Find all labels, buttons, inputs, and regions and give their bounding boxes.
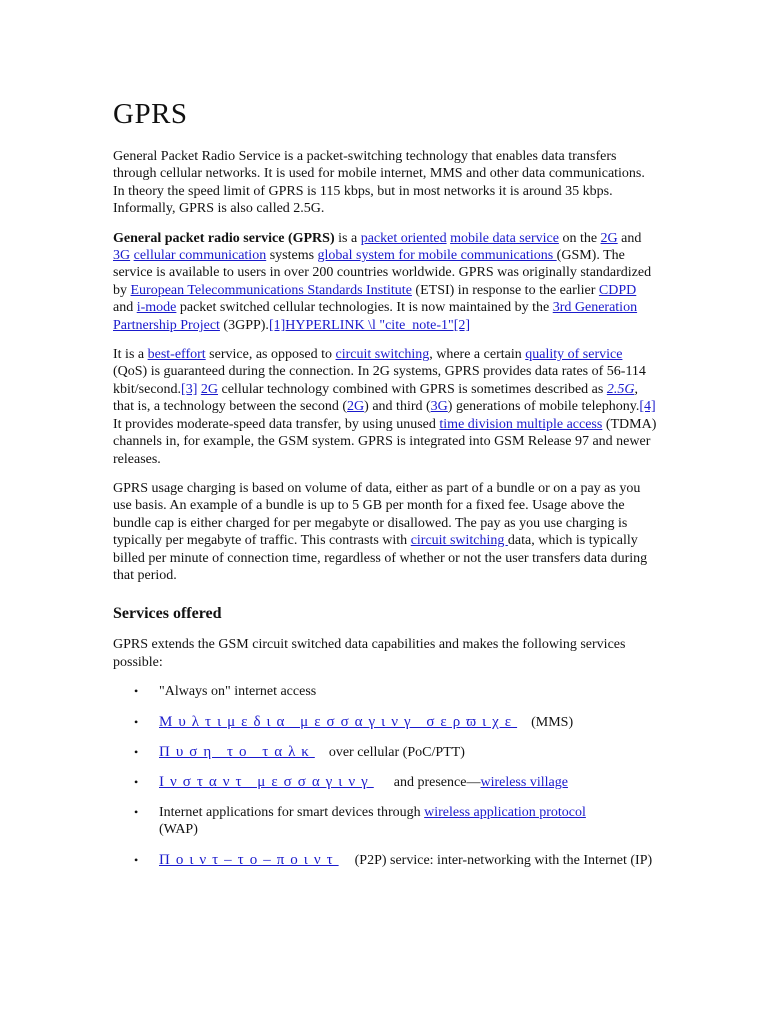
link-2g[interactable]: 2G — [347, 399, 365, 415]
text-span: cellular technology combined with GPRS is sometimes described as — [218, 381, 607, 397]
text-span: (TDMA) channels in, for example, the GSM system. GPRS is integrated into GSM Release 97 and newer releases. — [113, 416, 657, 467]
link-push-to-talk[interactable]: Πυση το ταλκ — [159, 744, 315, 761]
text-span: and — [617, 230, 642, 246]
list-item — [113, 804, 658, 838]
list-item — [113, 714, 658, 731]
link-2g[interactable]: 2G — [200, 381, 218, 397]
service-text: Internet applications for smart devices through — [159, 805, 425, 821]
link-citation-4[interactable]: [4] — [639, 399, 656, 415]
text-span: It provides moderate-speed data transfer, by using unused — [113, 416, 440, 432]
charging-paragraph — [113, 480, 658, 584]
text-span: It is a — [113, 347, 148, 363]
service-text: "Always on" internet access — [159, 684, 317, 700]
text-span: , that is, a technology between the second ( — [113, 381, 638, 415]
text-span: data, which is typically billed per minute of connection time, regardless of whether or not the user transfers data during that period. — [113, 533, 648, 583]
link-3gpp[interactable]: 3rd Generation Partnership Project — [113, 300, 638, 333]
link-mobile-data-service[interactable]: mobile data service — [450, 230, 559, 246]
text-span: , where a certain — [429, 347, 526, 363]
link-2g[interactable]: 2G — [600, 230, 618, 246]
document-content — [113, 96, 658, 883]
bullet-icon: • — [134, 805, 139, 820]
text-span: systems — [266, 248, 318, 264]
link-citation-3[interactable]: [3] — [181, 381, 198, 397]
link-tdma[interactable]: time division multiple access — [439, 416, 603, 432]
intro-paragraph: General Packet Radio Service is a packet-switching technology that enables data transfers through cellular networks. It is used for mobile internet, MMS and other data communications. In theory the speed limit of GPRS is 115 kbps, but in most networks it is around 35 kbps. Informally, GPRS is also called 2.5G. — [113, 149, 645, 217]
text-span: is a — [334, 230, 361, 246]
link-gsm[interactable]: global system for mobile communications — [317, 248, 557, 264]
service-text: (WAP) — [159, 822, 198, 838]
text-span: (QoS) is guaranteed during the connection. In 2G systems, GPRS provides data rates of 56-114 kbit/second. — [113, 364, 646, 397]
link-circuit-switching[interactable]: circuit switching — [410, 533, 508, 549]
link-3g[interactable]: 3G — [113, 248, 131, 264]
bullet-icon: • — [134, 745, 139, 760]
bullet-icon: • — [134, 715, 139, 730]
bullet-icon: • — [134, 775, 139, 790]
service-text: (P2P) service: inter-networking with the Internet (IP) — [354, 853, 653, 869]
list-item — [113, 774, 658, 791]
text-span: (3GPP). — [219, 317, 269, 333]
list-item — [113, 683, 658, 700]
text-span: packet switched cellular technologies. It is now maintained by the — [176, 300, 553, 316]
bullet-icon: • — [134, 853, 139, 868]
link-multimedia-messaging-service[interactable]: Μυλτιμεδια μεσσαγινγ σερϖιχε — [159, 714, 518, 731]
link-3g[interactable]: 3G — [430, 399, 448, 415]
best-effort-paragraph — [113, 346, 658, 468]
section-heading: Services offered — [113, 605, 222, 623]
list-item — [113, 744, 658, 761]
text-span: service, as opposed to — [205, 347, 336, 363]
services-list — [113, 683, 658, 869]
text-span: ) generations of mobile telephony. — [447, 399, 640, 415]
definition-paragraph — [113, 230, 658, 334]
text-span: (GSM). The service is available to users in over 200 countries worldwide. GPRS was originally standardized by — [113, 248, 652, 298]
link-etsi[interactable]: European Telecommunications Standards Institute — [130, 282, 412, 298]
services-intro: GPRS extends the GSM circuit switched data capabilities and makes the following services possible: — [113, 637, 626, 670]
term-bold: General packet radio service (GPRS) — [113, 230, 335, 246]
link-best-effort[interactable]: best-effort — [147, 347, 206, 363]
text-span: ) and third ( — [364, 399, 431, 415]
link-wireless-application-protocol[interactable]: wireless application protocol — [424, 805, 586, 821]
link-circuit-switching[interactable]: circuit switching — [335, 347, 430, 363]
link-cellular-communication[interactable]: cellular communication — [133, 248, 267, 264]
link-packet-oriented[interactable]: packet oriented — [360, 230, 447, 246]
bullet-icon: • — [134, 684, 139, 699]
link-citations[interactable]: [1]HYPERLINK \l "cite_note-1"[2] — [268, 317, 471, 333]
link-wireless-village[interactable]: wireless village — [480, 775, 568, 791]
link-quality-of-service[interactable]: quality of service — [525, 347, 623, 363]
service-text: over cellular (PoC/PTT) — [328, 745, 465, 761]
link-cdpd[interactable]: CDPD — [598, 282, 637, 298]
text-span: GPRS usage charging is based on volume of data, either as part of a bundle or on a pay as you use basis. An example of a bundle is up to 5 GB per month for a fixed fee. Usage above the bundle cap is either charged for per megabyte or disallowed. The pay as you use charging is typically per megabyte of traffic. This contrasts with — [113, 480, 641, 549]
text-span: on the — [558, 230, 601, 246]
link-instant-messaging[interactable]: Ινσταντ μεσσαγινγ — [159, 774, 374, 791]
text-span: (ETSI) in response to the earlier — [411, 282, 599, 298]
list-item — [113, 852, 658, 869]
page-title: GPRS — [113, 98, 188, 130]
link-point-to-point[interactable]: Ποιντ–το–ποιντ — [159, 852, 339, 869]
service-text: and presence— — [393, 775, 481, 791]
link-2-5g[interactable]: 2.5G — [606, 381, 635, 397]
link-i-mode[interactable]: i-mode — [136, 300, 177, 316]
text-span: and — [113, 300, 137, 316]
service-text: (MMS) — [531, 715, 574, 731]
